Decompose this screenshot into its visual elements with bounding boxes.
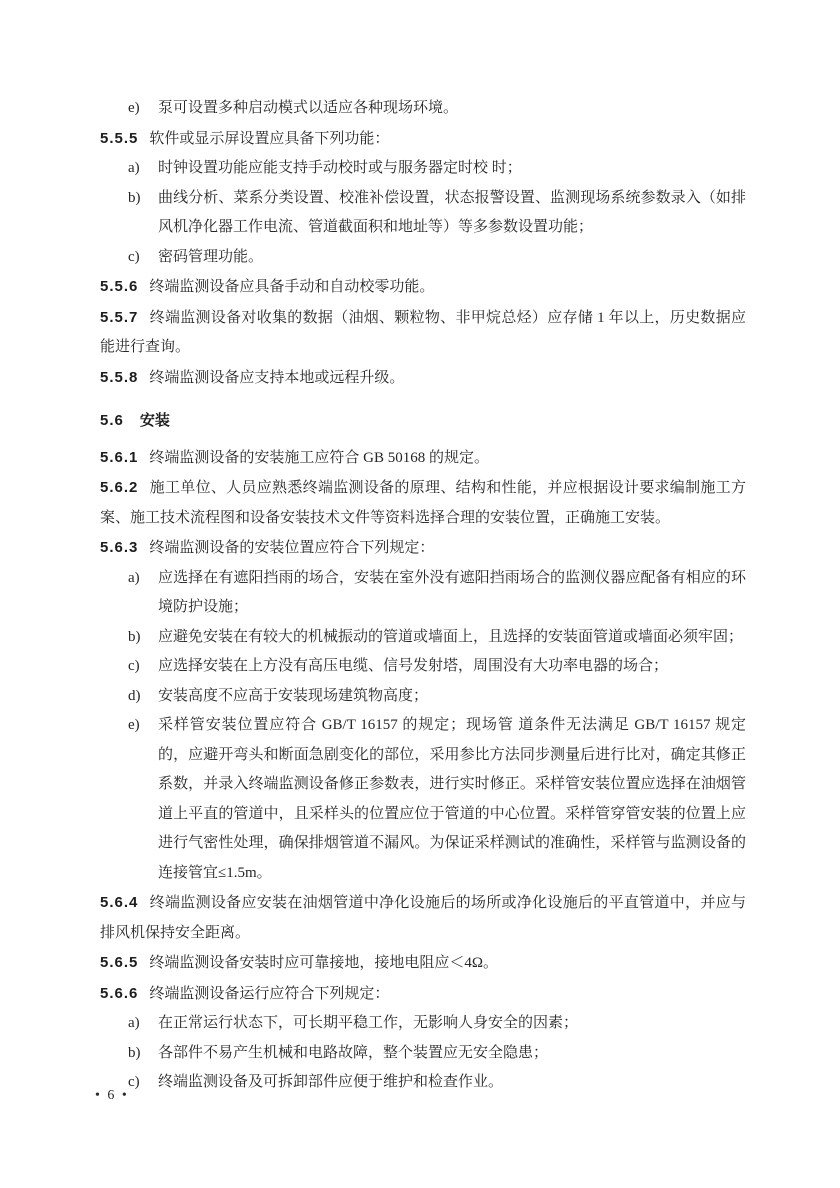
list-item (100, 154, 746, 184)
list-item (100, 184, 746, 243)
clause-number: 5.6.6 (100, 984, 139, 1002)
list-item-label: b) (128, 628, 141, 645)
list-item-text: 各部件不易产生机械和电路故障，整个装置应无安全隐患； (158, 1044, 549, 1061)
clause-number: 5.5.8 (100, 368, 139, 386)
clause-paragraph (100, 473, 746, 533)
list-item-text: 曲线分析、菜系分类设置、校准补偿设置，状态报警设置、监测现场系统参数录入（如排风机净化器工作电流、管道截面积和地址等）等多参数设置功能； (158, 189, 746, 235)
clause-paragraph (100, 363, 746, 394)
clause-text: 终端监测设备运行应符合下列规定： (149, 985, 390, 1002)
list-item-label: c) (128, 658, 140, 674)
clause-text: 终端监测设备应具备手动和自动校零功能。 (149, 279, 435, 295)
list-item-label: c) (128, 1074, 140, 1090)
list-item (100, 652, 746, 682)
list-item-label: e) (128, 100, 140, 116)
list-item-text: 在正常运行状态下，可长期平稳工作，无影响人身安全的因素； (158, 1015, 579, 1031)
clause-paragraph (100, 303, 746, 363)
clause-text: 终端监测设备的安装施工应符合 GB 50168 的规定。 (149, 449, 489, 466)
clause-text: 软件或显示屏设置应具备下列功能： (149, 130, 390, 147)
clause-text: 施工单位、人员应熟悉终端监测设备的原理、结构和性能，并应根据设计要求编制施工方案、施工技术流程图和设备安装技术文件等资料选择合理的安装位置，正确施工安装。 (100, 480, 746, 526)
list-item (100, 1068, 746, 1098)
clause-paragraph (100, 124, 746, 155)
list-item-label: c) (128, 248, 140, 265)
clause-number: 5.5.7 (100, 308, 139, 326)
list-item-text: 应避免安装在有较大的机械振动的管道或墙面上，且选择的安装面管道或墙面必须牢固； (158, 628, 744, 645)
list-item-text: 应选择在有遮阳挡雨的场合，安装在室外没有遮阳挡雨场合的监测仪器应配备有相应的环境防护设施； (158, 569, 746, 615)
clause-paragraph (100, 533, 746, 564)
clause-number: 5.6.3 (100, 539, 139, 556)
list-item-text: 终端监测设备及可拆卸部件应便于维护和检查作业。 (158, 1074, 504, 1090)
list-item-label: a) (128, 160, 140, 176)
clause-text: 终端监测设备对收集的数据（油烟、颗粒物、非甲烷总烃）应存储 1 年以上，历史数据应能进行查询。 (100, 309, 746, 355)
list-item (100, 243, 746, 273)
list-item-label: a) (128, 569, 140, 586)
list-item-text: 密码管理功能。 (158, 248, 264, 265)
clause-paragraph (100, 948, 746, 979)
clause-paragraph (100, 443, 746, 474)
clause-number: 5.6.2 (100, 479, 139, 496)
document-body (100, 94, 746, 1098)
list-item (100, 682, 746, 712)
clause-text: 终端监测设备安装时应可靠接地，接地电阻应＜4Ω。 (149, 955, 499, 971)
clause-paragraph (100, 888, 746, 948)
list-item-label: b) (128, 189, 141, 206)
clause-number: 5.5.5 (100, 129, 139, 147)
list-item-text: 安装高度不应高于安装现场建筑物高度； (158, 687, 429, 704)
list-item-text: 泵可设置多种启动模式以适应各种现场环境。 (158, 100, 459, 116)
clause-number: 5.6.1 (100, 448, 139, 466)
list-item (100, 1039, 746, 1069)
list-item-label: e) (128, 717, 140, 733)
list-item (100, 1009, 746, 1039)
clause-number: 5.5.6 (100, 278, 139, 295)
clause-paragraph (100, 272, 746, 303)
page-number: • 6 • (95, 1088, 129, 1103)
clause-text: 终端监测设备应安装在油烟管道中净化设施后的场所或净化设施后的平直管道中，并应与排风机保持安全距离。 (100, 895, 746, 941)
section-heading (100, 406, 746, 436)
clause-text: 终端监测设备的安装位置应符合下列规定： (149, 540, 435, 556)
clause-text: 终端监测设备应支持本地或远程升级。 (149, 369, 405, 386)
list-item-text: 应选择安装在上方没有高压电缆、信号发射塔，周围没有大功率电器的场合； (158, 658, 669, 674)
list-item-label: b) (128, 1044, 141, 1061)
list-item (100, 564, 746, 623)
list-item-label: a) (128, 1015, 140, 1031)
heading-number: 5.6 (100, 412, 124, 429)
list-item (100, 711, 746, 888)
clause-number: 5.6.4 (100, 894, 139, 911)
list-item-text: 时钟设置功能应能支持手动校时或与服务器定时校 时； (158, 160, 522, 176)
clause-number: 5.6.5 (100, 954, 139, 971)
list-item (100, 94, 746, 124)
clause-paragraph (100, 979, 746, 1010)
list-item-label: d) (128, 687, 141, 704)
list-item (100, 623, 746, 653)
list-item-text: 采样管安装位置应符合 GB/T 16157 的规定；现场管 道条件无法满足 GB/T 16157 规定的，应避开弯头和断面急剧变化的部位，采用参比方法同步测量后进行比对，确定其修正系数，并录入终端监测设备修正参数表，进行实时修正。采样管安装位置应选择在油烟管道上平直的管道中，且采样头的位置应位于管道的中心位置。采样管穿管安装的位置上应进行气密性处理，确保排烟管道不漏风。为保证采样测试的准确性，采样管与监测设备的连接管宜≤1.5m。 (158, 717, 746, 881)
heading-text: 安装 (139, 412, 170, 429)
